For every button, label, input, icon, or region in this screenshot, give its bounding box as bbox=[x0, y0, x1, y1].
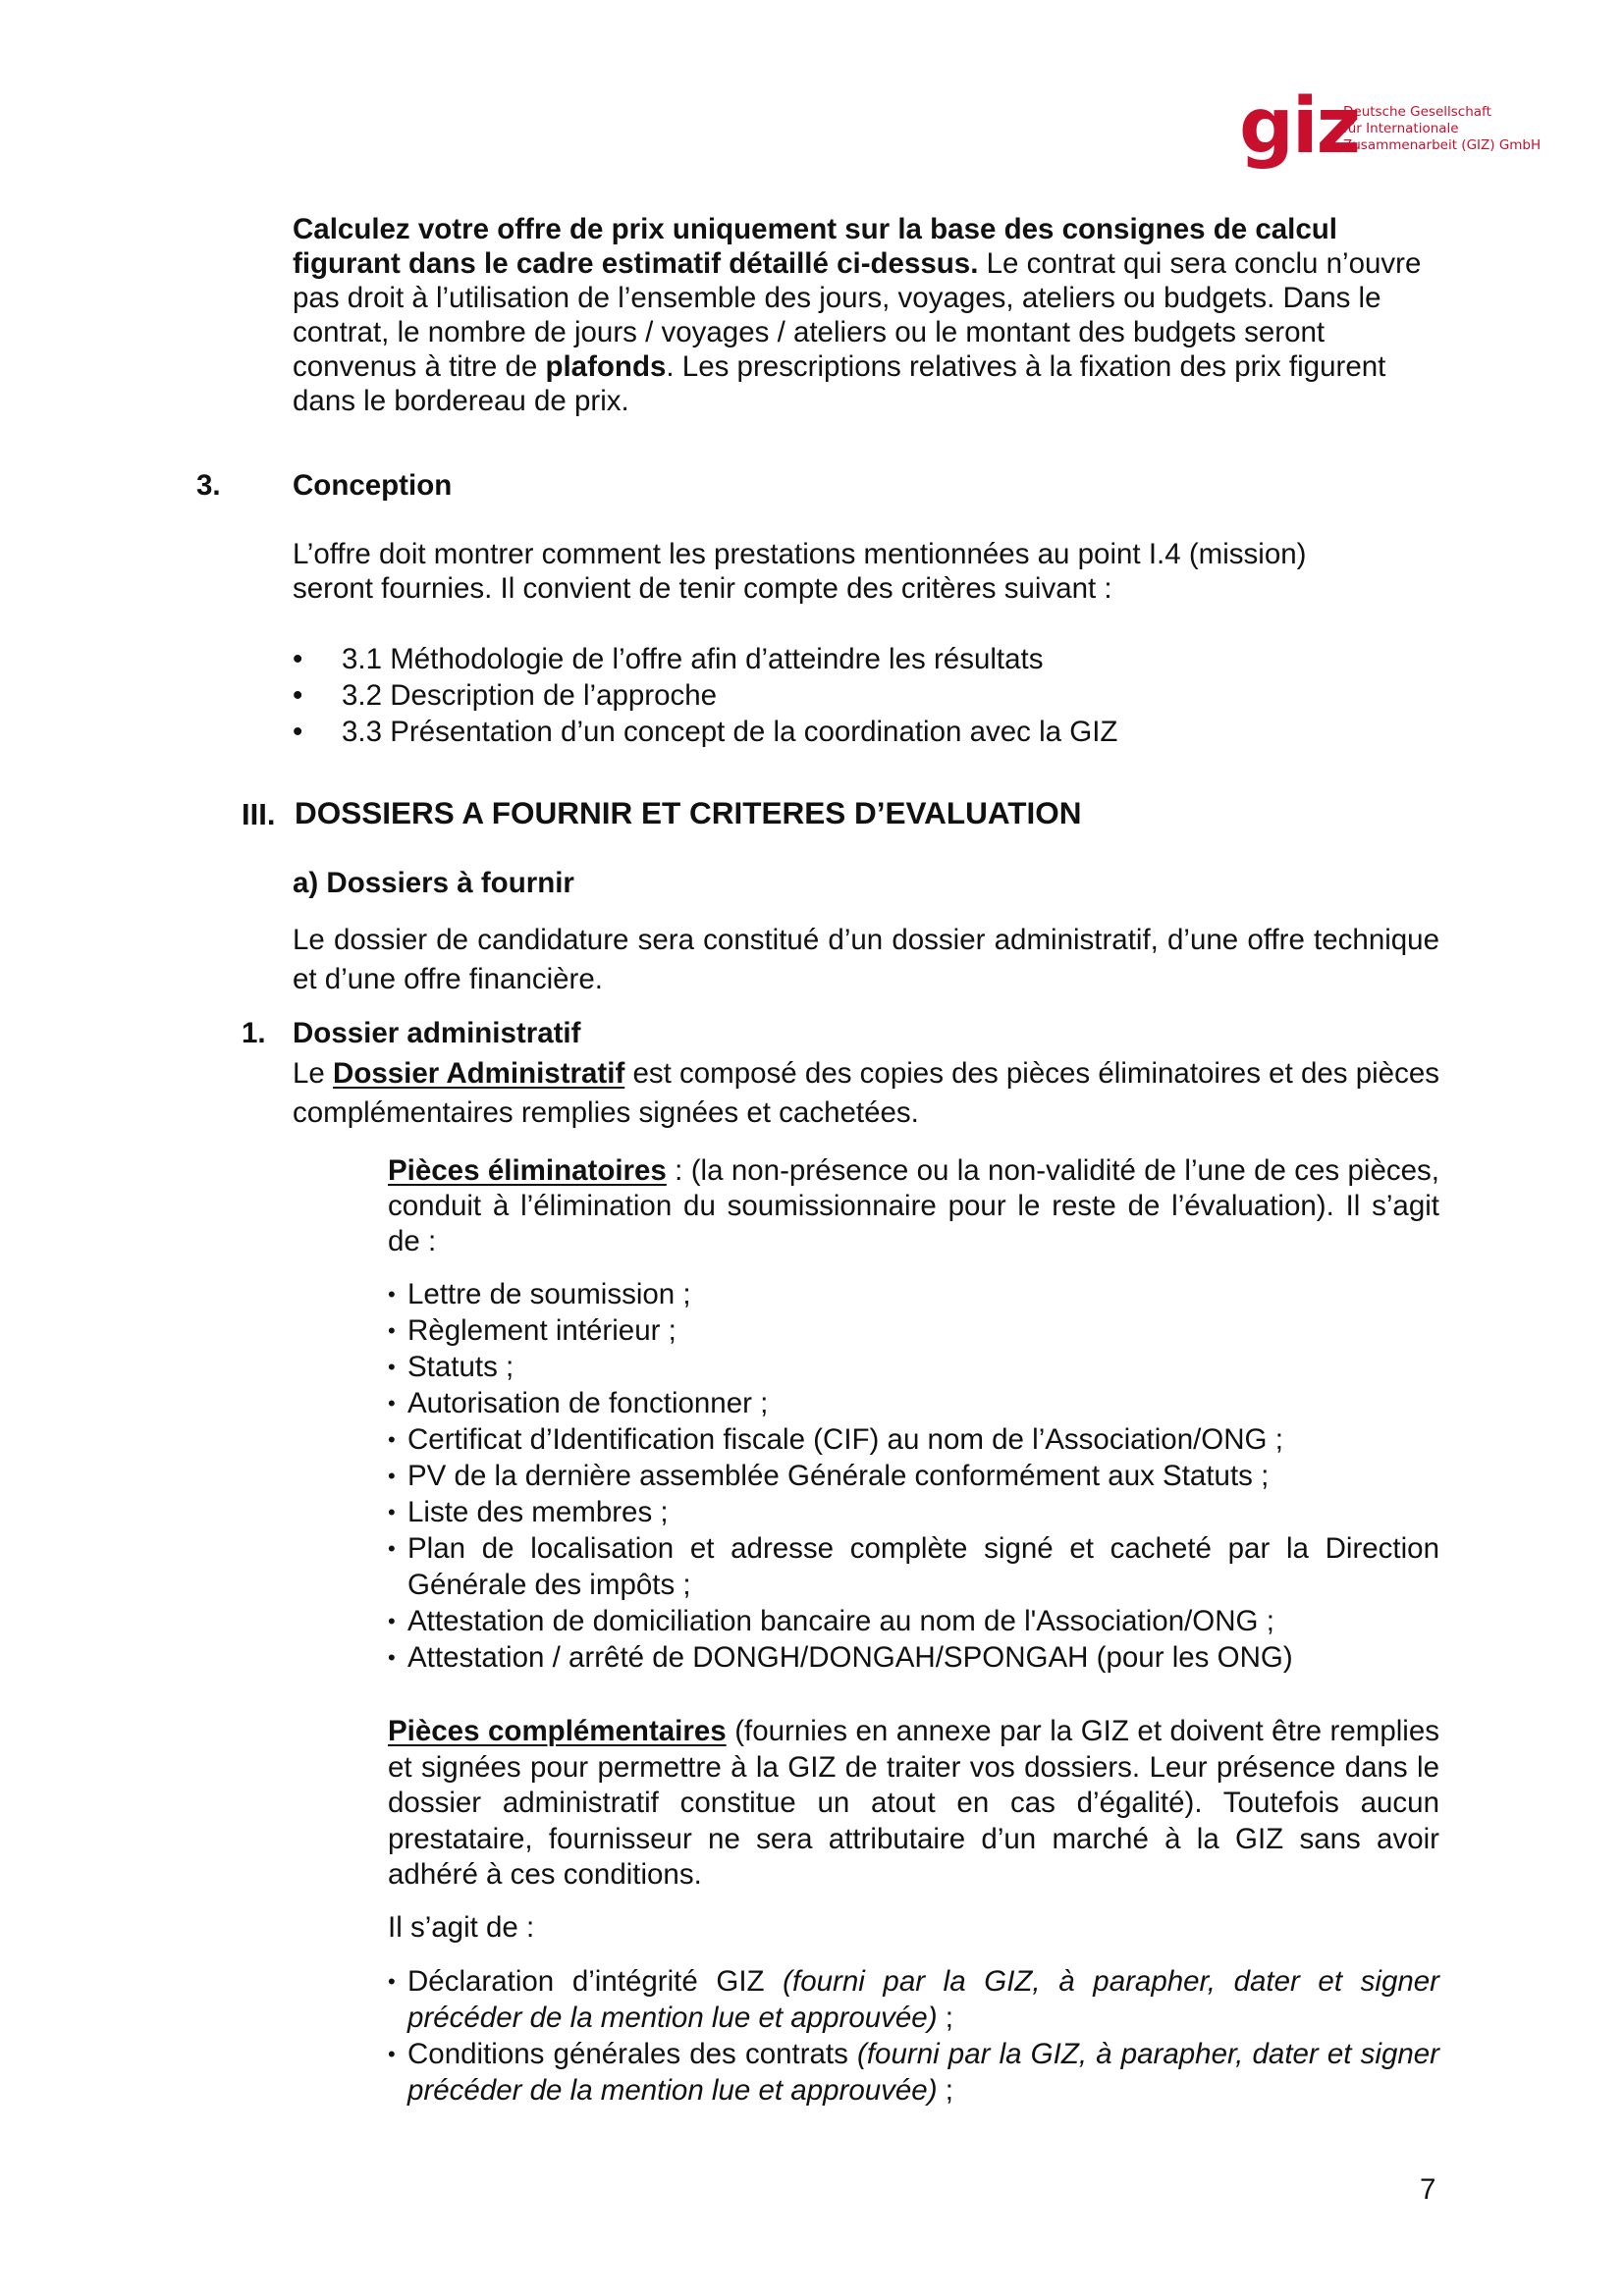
bullet-icon: • bbox=[293, 643, 303, 675]
list-item bbox=[388, 1421, 1439, 1458]
logo-line: für Internationale bbox=[1343, 121, 1459, 136]
bullet-text: 3.2 Description de l’approche bbox=[342, 679, 718, 712]
giz-logo-text bbox=[1343, 104, 1541, 154]
list-item bbox=[388, 1603, 1439, 1639]
item-1-title: Dossier administratif bbox=[293, 1017, 581, 1049]
bullet-text: Plan de localisation et adresse complète signé et cacheté par la Direction Générale des impôts ; bbox=[407, 1532, 1439, 1601]
bullet-icon: • bbox=[388, 1282, 396, 1307]
dossier-administratif-label: Dossier Administratif bbox=[333, 1057, 625, 1090]
intro-text-end: . Les prescriptions relatives à la fixation des prix figurent dans le bordereau de prix. bbox=[293, 350, 1386, 417]
intro-bold-plafonds: plafonds bbox=[545, 350, 667, 383]
bullet-text bbox=[407, 2036, 1439, 2109]
logo-line: Zusammenarbeit (GIZ) GmbH bbox=[1343, 137, 1542, 153]
list-item bbox=[388, 1349, 1439, 1385]
list-item bbox=[388, 1312, 1439, 1349]
list-item bbox=[388, 1385, 1439, 1421]
section-3-title: Conception bbox=[293, 469, 453, 502]
list-item bbox=[388, 1530, 1439, 1603]
eliminatoires-label: Pièces éliminatoires bbox=[388, 1154, 667, 1187]
bullet-icon: • bbox=[388, 1500, 396, 1524]
bullet-icon: • bbox=[293, 716, 303, 748]
complementaires-label: Pièces complémentaires bbox=[388, 1715, 727, 1747]
bullet-text: Règlement intérieur ; bbox=[407, 1314, 677, 1347]
bullet-text-italic: (fourni par la GIZ, à parapher, dater et signer précéder de la mention lue et approuvée) bbox=[407, 2038, 1439, 2107]
bullet-text-end: ; bbox=[937, 2002, 953, 2034]
bullet-text: 3.1 Méthodologie de l’offre afin d’atteindre les résultats bbox=[342, 643, 1044, 675]
item-1-number: 1. bbox=[242, 1017, 266, 1049]
bullet-text-end: ; bbox=[937, 2074, 953, 2107]
item-1-post: est composé des copies des pièces éliminatoires et des pièces complémentaires remplies signées et cachetées. bbox=[293, 1057, 1439, 1129]
list-item bbox=[388, 2036, 1439, 2109]
bullet-icon: • bbox=[388, 1536, 396, 1561]
page-number: 7 bbox=[1420, 2173, 1436, 2206]
list-item bbox=[388, 1494, 1439, 1530]
bullet-text: 3.3 Présentation d’un concept de la coordination avec la GIZ bbox=[342, 716, 1118, 748]
bullet-icon: • bbox=[388, 1645, 396, 1670]
section-III-number: III. bbox=[242, 797, 276, 831]
bullet-icon: • bbox=[388, 1427, 396, 1452]
bullet-text: Autorisation de fonctionner ; bbox=[407, 1387, 769, 1419]
bullet-text-italic: (fourni par la GIZ, à parapher, dater et signer précéder de la mention lue et approuvée) bbox=[407, 1965, 1440, 2034]
eliminatoires-text: : (la non-présence ou la non-validité de l’une de ces pièces, conduit à l’élimination du soumissionnaire pour le reste de l’évaluation). Il s’agit de : bbox=[388, 1154, 1439, 1257]
bullet-text: Statuts ; bbox=[407, 1351, 514, 1383]
intro-bold: Calculez votre offre de prix uniquement sur la base des consignes de calcul figurant dans le cadre estimatif détaillé ci-dessus. bbox=[293, 213, 1337, 280]
bullet-text bbox=[407, 1963, 1439, 2036]
bullet-text-main: Conditions générales des contrats bbox=[407, 2038, 858, 2070]
bullet-icon: • bbox=[388, 1355, 396, 1379]
bullet-icon: • bbox=[388, 1464, 396, 1488]
list-item bbox=[293, 714, 1373, 750]
section-III-title: DOSSIERS A FOURNIR ET CRITERES D’EVALUATION bbox=[295, 795, 1082, 830]
bullet-text: PV de la dernière assemblée Générale conformément aux Statuts ; bbox=[407, 1460, 1270, 1492]
logo-line: Deutsche Gesellschaft bbox=[1343, 104, 1491, 120]
bullet-icon: • bbox=[388, 1609, 396, 1633]
intro-text: Le contrat qui sera conclu n’ouvre pas droit à l’utilisation de l’ensemble des jours, voyages, ateliers ou budgets. Dans le contrat, le nombre de jours / voyages / ateliers ou le montant des budgets seront convenus à titre de bbox=[293, 247, 1422, 383]
bullet-text: Liste des membres ; bbox=[407, 1496, 669, 1528]
bullet-icon: • bbox=[388, 1318, 396, 1343]
bullet-text-main: Déclaration d’intégrité GIZ bbox=[407, 1965, 784, 1998]
eliminatoires-paragraph bbox=[388, 1153, 1439, 1259]
item-1-text bbox=[293, 1054, 1439, 1133]
complementaires-text: (fournies en annexe par la GIZ et doivent être remplies et signées pour permettre à la GIZ de traiter vos dossiers. Leur présence dans le dossier administratif constitue un atout en cas d’égalité). Toutefois aucun prestataire, fournisseur ne sera attributaire d’un marché à la GIZ sans avoir adhéré à ces conditions. bbox=[388, 1715, 1439, 1891]
bullet-text: Attestation / arrêté de DONGH/DONGAH/SPONGAH (pour les ONG) bbox=[407, 1641, 1293, 1674]
section-3-text: L’offre doit montrer comment les prestations mentionnées au point I.4 (mission) seront fournies. Il convient de tenir compte des critères suivant : bbox=[293, 538, 1307, 605]
bullet-icon: • bbox=[388, 1969, 396, 1994]
complementaires-lead: Il s’agit de : bbox=[388, 1911, 535, 1944]
giz-logo-mark: giz bbox=[1239, 82, 1359, 171]
complementaires-paragraph bbox=[388, 1714, 1439, 1894]
section-3-number: 3. bbox=[196, 469, 221, 502]
list-item bbox=[293, 641, 1373, 677]
list-item bbox=[388, 1276, 1439, 1312]
subsection-a-title: a) Dossiers à fournir bbox=[293, 867, 574, 899]
list-item bbox=[388, 1963, 1439, 2036]
complementaires-list bbox=[388, 1963, 1439, 2109]
bullet-text: Attestation de domiciliation bancaire au nom de l'Association/ONG ; bbox=[407, 1605, 1274, 1637]
item-1-pre: Le bbox=[293, 1057, 334, 1090]
bullet-icon: • bbox=[293, 679, 303, 712]
subsection-a-text: Le dossier de candidature sera constitué d’un dossier administratif, d’une offre technique et d’une offre financière. bbox=[293, 924, 1439, 995]
list-item bbox=[388, 1458, 1439, 1494]
list-item bbox=[388, 1639, 1439, 1676]
bullet-text: Certificat d’Identification fiscale (CIF) au nom de l’Association/ONG ; bbox=[407, 1423, 1283, 1456]
list-item bbox=[293, 677, 1373, 714]
bullet-icon: • bbox=[388, 2042, 396, 2066]
eliminatoires-list bbox=[388, 1276, 1439, 1676]
intro-paragraph bbox=[293, 212, 1441, 418]
section-3-bullets bbox=[293, 641, 1373, 750]
bullet-text: Lettre de soumission ; bbox=[407, 1278, 691, 1310]
bullet-icon: • bbox=[388, 1391, 396, 1415]
